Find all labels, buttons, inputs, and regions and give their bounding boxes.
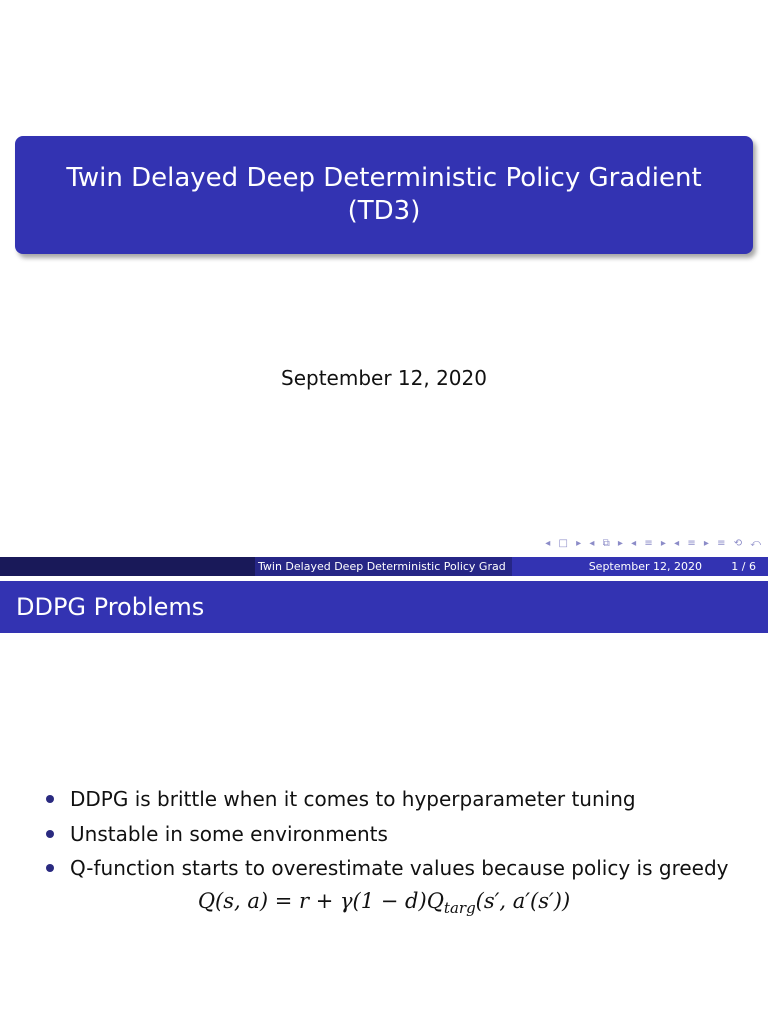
nav-search-icon[interactable]: ⟲: [733, 538, 744, 549]
bullet-icon: [46, 864, 54, 872]
nav-frame-icon[interactable]: ⧉: [602, 538, 611, 549]
footer-date: September 12, 2020: [588, 560, 702, 573]
footer-short-title: Twin Delayed Deep Deterministic Policy Grad: [255, 557, 512, 576]
nav-next-slide-icon[interactable]: ▸: [576, 538, 583, 549]
bullet-list: [44, 784, 754, 888]
bullet-text: Unstable in some environments: [70, 821, 388, 846]
footer-page-number: 1 / 6: [731, 560, 756, 573]
list-item: [44, 853, 754, 888]
formula-subscript: targ: [443, 899, 476, 918]
bullet-icon: [46, 830, 54, 838]
nav-prev-section-icon[interactable]: ◂: [674, 538, 681, 549]
nav-next-frame-icon[interactable]: ▸: [617, 538, 624, 549]
nav-slide-icon[interactable]: □: [558, 538, 569, 549]
footer-info-cell: [512, 557, 768, 576]
slide-footer: [0, 557, 768, 576]
formula-lhs: Q(s, a) = r + γ(1 − d)Q: [197, 889, 444, 913]
nav-prev-slide-icon[interactable]: ◂: [545, 538, 552, 549]
formula-rhs: (s′, a′(s′)): [475, 889, 571, 913]
list-item: [44, 784, 754, 819]
nav-next-section-icon[interactable]: ▸: [703, 538, 710, 549]
nav-section-icon[interactable]: ≡: [687, 538, 697, 549]
title-block: [15, 136, 753, 254]
nav-prev-subsection-icon[interactable]: ◂: [631, 538, 638, 549]
nav-next-subsection-icon[interactable]: ▸: [660, 538, 667, 549]
nav-back-icon[interactable]: ⤺: [750, 538, 762, 549]
bullet-text: DDPG is brittle when it comes to hyperparameter tuning: [70, 787, 636, 811]
beamer-navigation-bar: [542, 538, 762, 549]
nav-document-icon[interactable]: ≡: [717, 538, 727, 549]
frame-title: DDPG Problems: [0, 581, 768, 633]
nav-prev-frame-icon[interactable]: ◂: [589, 538, 596, 549]
list-item: [44, 819, 754, 854]
footer-author-cell: [0, 557, 255, 576]
nav-subsection-icon[interactable]: ≡: [644, 538, 654, 549]
q-target-formula: [0, 889, 768, 918]
presentation-title: Twin Delayed Deep Deterministic Policy Gradient (TD3): [66, 163, 702, 226]
bullet-text: Q-function starts to overestimate values because policy is greedy: [70, 856, 729, 880]
bullet-icon: [46, 795, 54, 803]
presentation-date: September 12, 2020: [281, 366, 487, 390]
